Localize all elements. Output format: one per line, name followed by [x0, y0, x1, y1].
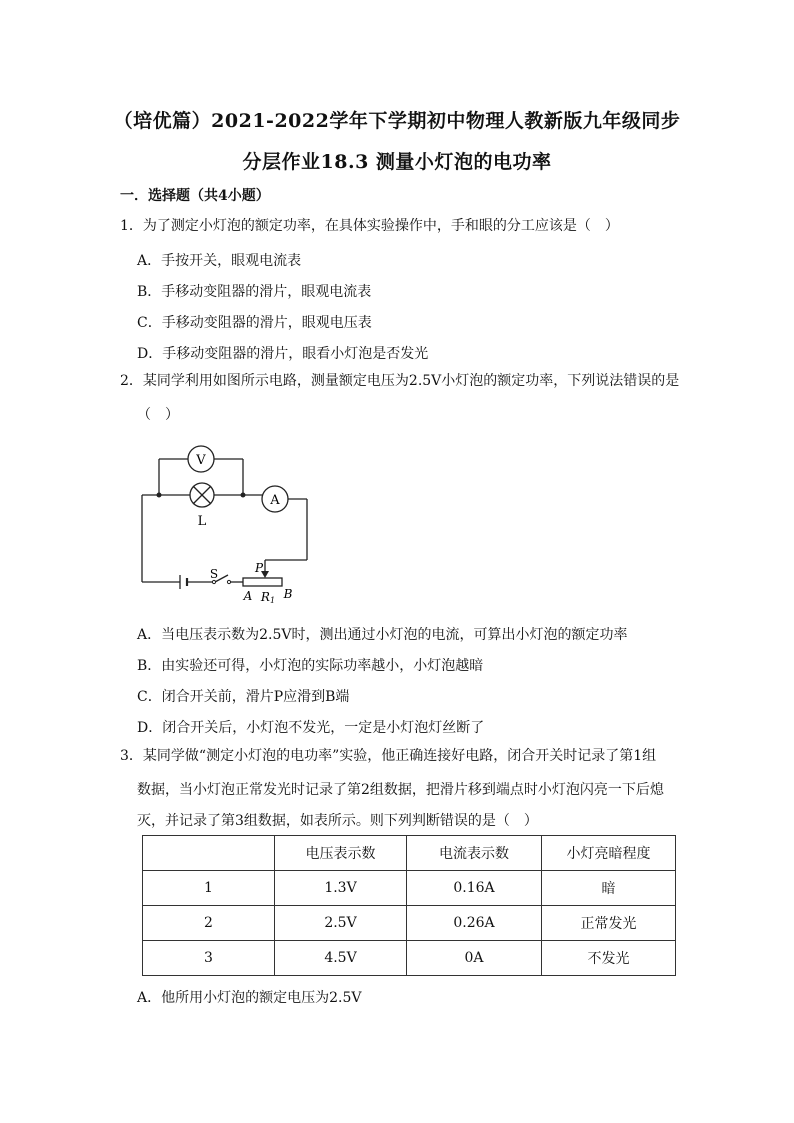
table-row — [143, 941, 676, 976]
question-2-option-d: D．闭合开关后，小灯泡不发光，一定是小灯泡灯丝断了 — [137, 720, 485, 736]
rheostat-label — [260, 590, 275, 605]
table-cell: 1 — [143, 871, 275, 906]
slider-label: P — [254, 561, 264, 575]
document-title-line1: （培优篇）2021-2022学年下学期初中物理人教新版九年级同步 — [113, 110, 681, 132]
ammeter-label: A — [270, 493, 280, 508]
rheostat-symbol — [243, 578, 282, 586]
question-3-line1: 3．某同学做“测定小灯泡的电功率”实验，他正确连接好电路，闭合开关时记录了第1组 — [120, 748, 657, 764]
table-header-row — [143, 836, 676, 871]
table-cell: 0.16A — [407, 871, 542, 906]
end-b-label: B — [283, 587, 293, 601]
question-2-option-a: A．当电压表示数为2.5V时，测出通过小灯泡的电流，可算出小灯泡的额定功率 — [137, 627, 628, 643]
data-table — [142, 835, 676, 976]
question-1-option-b: B．手移动变阻器的滑片，眼观电流表 — [137, 284, 372, 300]
question-1-stem: 1．为了测定小灯泡的额定功率，在具体实验操作中，手和眼的分工应该是（ ） — [120, 218, 619, 234]
table-cell: 0.26A — [407, 906, 542, 941]
circuit-diagram — [130, 436, 330, 606]
table-header-cell: 小灯亮暗程度 — [542, 836, 676, 871]
junction-right — [241, 493, 246, 498]
voltmeter-label: V — [196, 453, 206, 468]
question-2-option-b: B．由实验还可得，小灯泡的实际功率越小，小灯泡越暗 — [137, 658, 484, 674]
question-2-stem: 2．某同学利用如图所示电路，测量额定电压为2.5V小灯泡的额定功率，下列说法错误的是 — [120, 373, 680, 389]
table-cell: 4.5V — [275, 941, 407, 976]
section-heading: 一．选择题（共4小题） — [120, 188, 270, 204]
table-row — [143, 871, 676, 906]
question-3-line2: 数据，当小灯泡正常发光时记录了第2组数据，把滑片移到端点时小灯泡闪亮一下后熄 — [137, 782, 664, 798]
end-a-label: A — [243, 589, 253, 603]
question-1-option-c: C．手移动变阻器的滑片，眼观电压表 — [137, 315, 372, 331]
question-2-option-c: C．闭合开关前，滑片P应滑到B端 — [137, 689, 350, 705]
table-header-cell: 电流表示数 — [407, 836, 542, 871]
table-cell: 3 — [143, 941, 275, 976]
table-cell: 1.3V — [275, 871, 407, 906]
table-cell: 暗 — [542, 871, 676, 906]
rheostat-subscript: 1 — [269, 596, 276, 605]
switch-label: S — [209, 567, 219, 581]
table-cell: 不发光 — [542, 941, 676, 976]
table-header-cell — [143, 836, 275, 871]
switch-contact-right — [227, 580, 230, 583]
question-2-stem-cont: （ ） — [137, 407, 179, 423]
question-3-option-a: A．他所用小灯泡的额定电压为2.5V — [137, 990, 362, 1006]
table-header-cell: 电压表示数 — [275, 836, 407, 871]
question-3-line3: 灭，并记录了第3组数据，如表所示。则下列判断错误的是（ ） — [137, 813, 538, 829]
question-1-option-a: A．手按开关，眼观电流表 — [137, 253, 302, 269]
document-title-line2: 分层作业18.3 测量小灯泡的电功率 — [242, 151, 552, 173]
question-1-option-d: D．手移动变阻器的滑片，眼看小灯泡是否发光 — [137, 346, 429, 362]
junction-left — [157, 493, 162, 498]
lamp-label: L — [197, 514, 207, 529]
table-row — [143, 906, 676, 941]
table-cell: 0A — [407, 941, 542, 976]
table-cell: 正常发光 — [542, 906, 676, 941]
table-cell: 2.5V — [275, 906, 407, 941]
rheostat-letter: R — [260, 590, 270, 604]
table-cell: 2 — [143, 906, 275, 941]
